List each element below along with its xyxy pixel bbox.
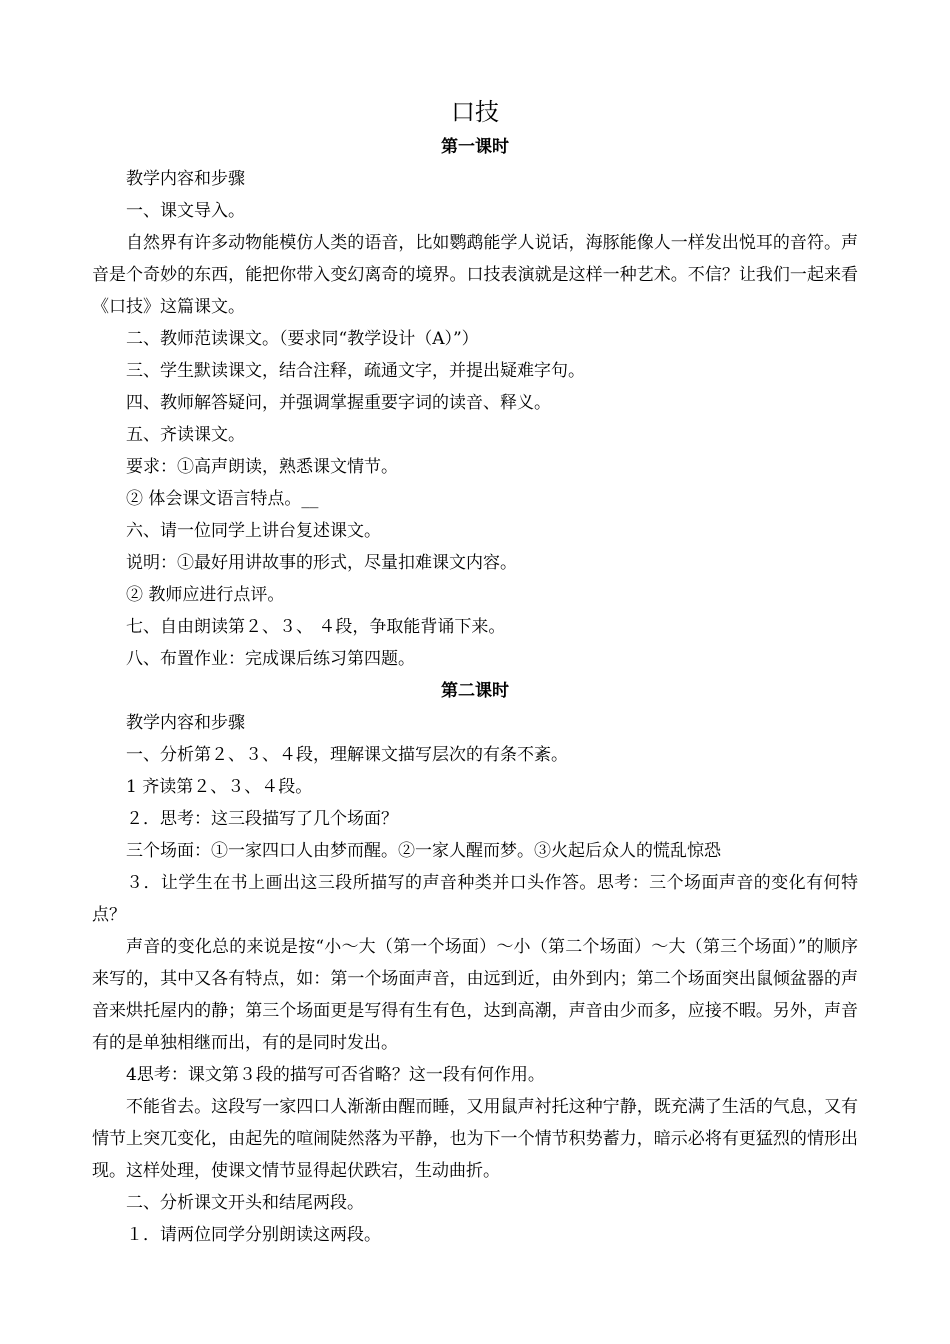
paragraph: 教学内容和步骤 <box>126 169 245 189</box>
paragraph: 三个场面：①一家四口人由梦而醒。②一家人醒而梦。③火起后众人的慌乱惊恐 <box>126 841 721 861</box>
lesson2-heading: 第二课时 <box>441 681 509 701</box>
paragraph: 要求：①高声朗读，熟悉课文情节。 <box>126 457 398 477</box>
lesson1-heading: 第一课时 <box>441 137 509 157</box>
paragraph: 不能省去。这段写一家四口人渐渐由醒而睡，又用鼠声衬托这种宁静，既充满了生活的气息，又有情节上突兀变化，由起先的喧闹陡然落为平静，也为下一个情节积势蓄力，暗示必将有更猛烈的情形出现。这样处理，使课文情节显得起伏跌宕，生动曲折。 <box>92 1097 858 1181</box>
document-title: 口技 <box>451 98 499 126</box>
paragraph: 1 齐读第２、３、４段。 <box>126 777 313 797</box>
paragraph: 七、自由朗读第２、３、 ４段，争取能背诵下来。 <box>126 617 506 637</box>
paragraph: 五、齐读课文。 <box>126 425 245 445</box>
paragraph: 三、学生默读课文，结合注释，疏通文字，并提出疑难字句。 <box>126 361 585 381</box>
paragraph: 一、分析第２、３、４段，理解课文描写层次的有条不紊。 <box>126 745 568 765</box>
paragraph: 二、分析课文开头和结尾两段。 <box>126 1193 364 1213</box>
paragraph: ３．让学生在书上画出这三段所描写的声音种类并口头作答。思考：三个场面声音的变化有何特点？ <box>92 873 858 925</box>
paragraph: 六、请一位同学上讲台复述课文。 <box>126 521 381 541</box>
paragraph: 一、课文导入。 <box>126 201 245 221</box>
lesson2-body <box>92 707 858 1251</box>
paragraph: 八、布置作业：完成课后练习第四题。 <box>126 649 415 669</box>
paragraph: ② 体会课文语言特点。__ <box>126 489 319 509</box>
paragraph: 声音的变化总的来说是按“小～大（第一个场面）～小（第二个场面）～大（第三个场面）”的顺序来写的，其中又各有特点，如：第一个场面声音，由远到近，由外到内；第二个场面突出鼠倾盆器的声音来烘托屋内的静；第三个场面更是写得有生有色，达到高潮，声音由少而多，应接不暇。另外，声音有的是单独相继而出，有的是同时发出。 <box>92 937 858 1053</box>
paragraph: 教学内容和步骤 <box>126 713 245 733</box>
paragraph: 四、教师解答疑问，并强调掌握重要字词的读音、释义。 <box>126 393 551 413</box>
lesson1-body <box>92 163 858 675</box>
paragraph: ② 教师应进行点评。 <box>126 585 285 605</box>
paragraph: 二、教师范读课文。（要求同“教学设计（A）”） <box>126 329 479 349</box>
paragraph: ２．思考：这三段描写了几个场面？ <box>126 809 398 829</box>
paragraph: 说明：①最好用讲故事的形式，尽量扣难课文内容。 <box>126 553 517 573</box>
paragraph: １．请两位同学分别朗读这两段。 <box>126 1225 381 1245</box>
paragraph: 4思考：课文第３段的描写可否省略？这一段有何作用。 <box>126 1065 545 1085</box>
paragraph: 自然界有许多动物能模仿人类的语音，比如鹦鹉能学人说话，海豚能像人一样发出悦耳的音符。声音是个奇妙的东西，能把你带入变幻离奇的境界。口技表演就是这样一种艺术。不信？让我们一起来看《口技》这篇课文。 <box>92 233 858 317</box>
